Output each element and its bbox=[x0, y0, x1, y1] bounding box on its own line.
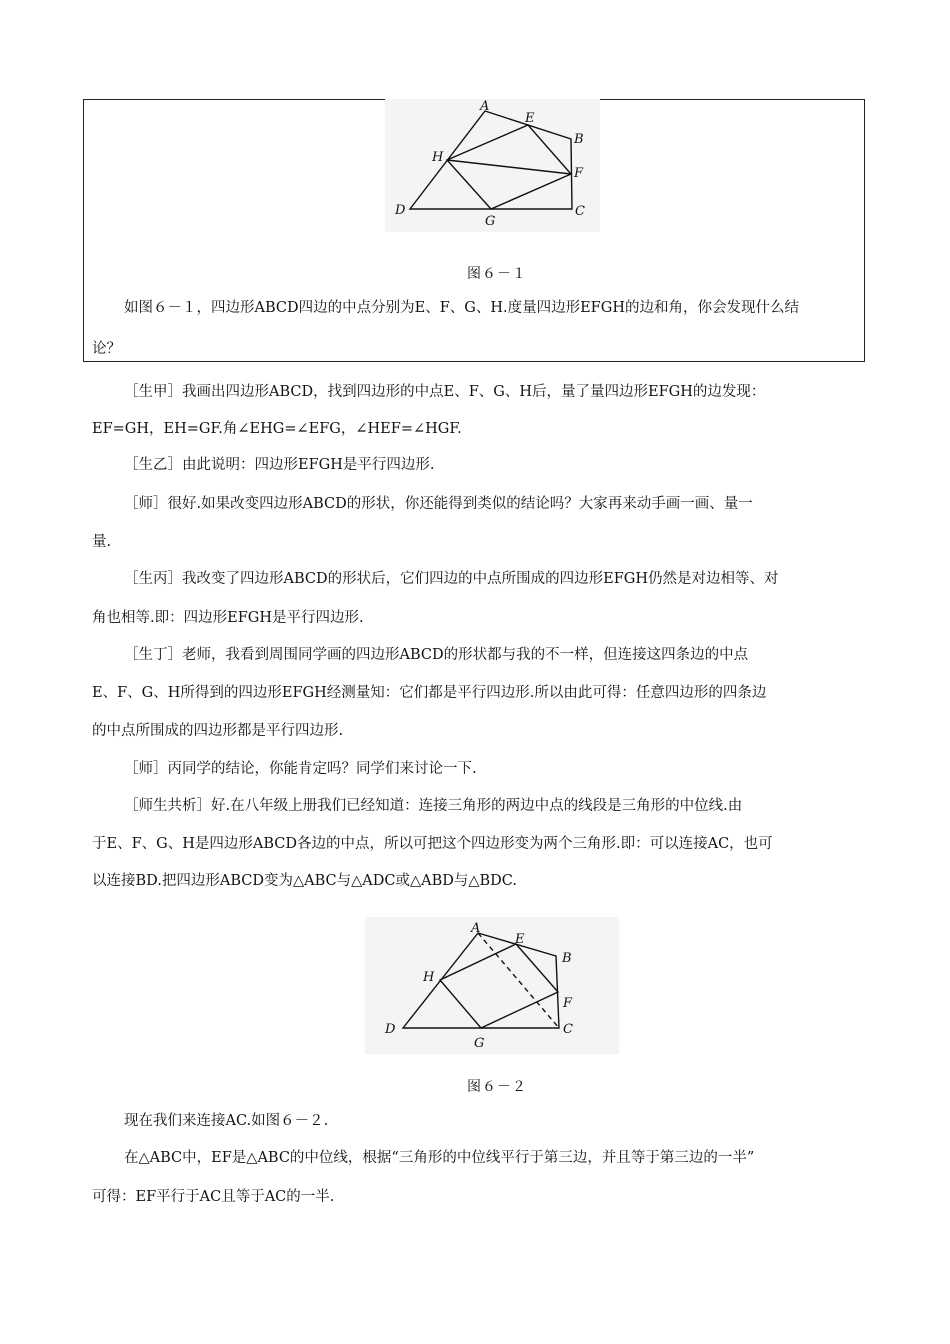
label-f: F bbox=[563, 996, 573, 1011]
label-h: H bbox=[423, 970, 435, 985]
after-paragraph-1: 现在我们来连接AC.如图６－２. bbox=[124, 1113, 329, 1129]
question-line-2: 论？ bbox=[92, 341, 121, 357]
label-g: G bbox=[485, 214, 496, 229]
label-c: C bbox=[575, 204, 585, 219]
figure-6-2-caption: 图６－２ bbox=[467, 1079, 527, 1095]
paragraph-5-line-1: ［生丁］老师，我看到周围同学画的四边形ABCD的形状都与我的不一样，但连接这四条边的中点 bbox=[124, 647, 749, 663]
label-d: D bbox=[395, 203, 406, 218]
label-g: G bbox=[474, 1036, 485, 1051]
label-a: A bbox=[480, 99, 490, 114]
label-e: E bbox=[525, 111, 535, 126]
label-c: C bbox=[563, 1022, 573, 1037]
label-b: B bbox=[562, 951, 572, 966]
figure-6-1 bbox=[385, 99, 600, 232]
paragraph-7-line-3: 以连接BD.把四边形ABCD变为△ABC与△ADC或△ABD与△BDC. bbox=[92, 873, 517, 889]
paragraph-2-line-1: ［生乙］由此说明：四边形EFGH是平行四边形. bbox=[124, 457, 435, 473]
figure-6-2-diagram bbox=[365, 917, 619, 1054]
paragraph-5-line-2: E、F、G、H所得到的四边形EFGH经测量知：它们都是平行四边形.所以由此可得：任意四边形的四条边 bbox=[92, 685, 767, 701]
label-b: B bbox=[574, 132, 584, 147]
label-a: A bbox=[471, 921, 481, 936]
label-d: D bbox=[385, 1022, 396, 1037]
paragraph-5-line-3: 的中点所围成的四边形都是平行四边形. bbox=[92, 723, 344, 739]
figure-6-1-caption: 图６－１ bbox=[467, 266, 527, 282]
paragraph-4-line-2: 角也相等.即：四边形EFGH是平行四边形. bbox=[92, 610, 364, 626]
line-hf bbox=[447, 160, 571, 174]
after-paragraph-2-line-1: 在△ABC中，EF是△ABC的中位线，根据“三角形的中位线平行于第三边，并且等于第三边的一半” bbox=[124, 1150, 755, 1166]
after-paragraph-2-line-2: 可得：EF平行于AC且等于AC的一半. bbox=[92, 1189, 335, 1205]
paragraph-4-line-1: ［生丙］我改变了四边形ABCD的形状后，它们四边的中点所围成的四边形EFGH仍然是对边相等、对 bbox=[124, 571, 779, 587]
paragraph-7-line-2: 于E、F、G、H是四边形ABCD各边的中点，所以可把这个四边形变为两个三角形.即：可以连接AC，也可 bbox=[92, 836, 773, 852]
paragraph-7-line-1: ［师生共析］好.在八年级上册我们已经知道：连接三角形的两边中点的线段是三角形的中位线.由 bbox=[124, 798, 743, 814]
paragraph-3-line-2: 量. bbox=[92, 534, 112, 550]
paragraph-1-line-2: EF=GH，EH=GF.角∠EHG=∠EFG，∠HEF=∠HGF. bbox=[92, 421, 462, 437]
label-h: H bbox=[432, 150, 444, 165]
question-line-1: 如图６－１，四边形ABCD四边的中点分别为E、F、G、H.度量四边形EFGH的边和角，你会发现什么结 bbox=[124, 300, 799, 316]
figure-6-2 bbox=[365, 917, 619, 1054]
figure-6-1-diagram bbox=[385, 99, 600, 232]
paragraph-3-line-1: ［师］很好.如果改变四边形ABCD的形状，你还能得到类似的结论吗？大家再来动手画一画、量一 bbox=[124, 496, 753, 512]
paragraph-6-line-1: ［师］丙同学的结论，你能肯定吗？同学们来讨论一下. bbox=[124, 761, 477, 777]
label-e: E bbox=[515, 932, 525, 947]
label-f: F bbox=[574, 166, 584, 181]
paragraph-1-line-1: ［生甲］我画出四边形ABCD，找到四边形的中点E、F、G、H后，量了量四边形EFGH的边发现： bbox=[124, 384, 766, 400]
